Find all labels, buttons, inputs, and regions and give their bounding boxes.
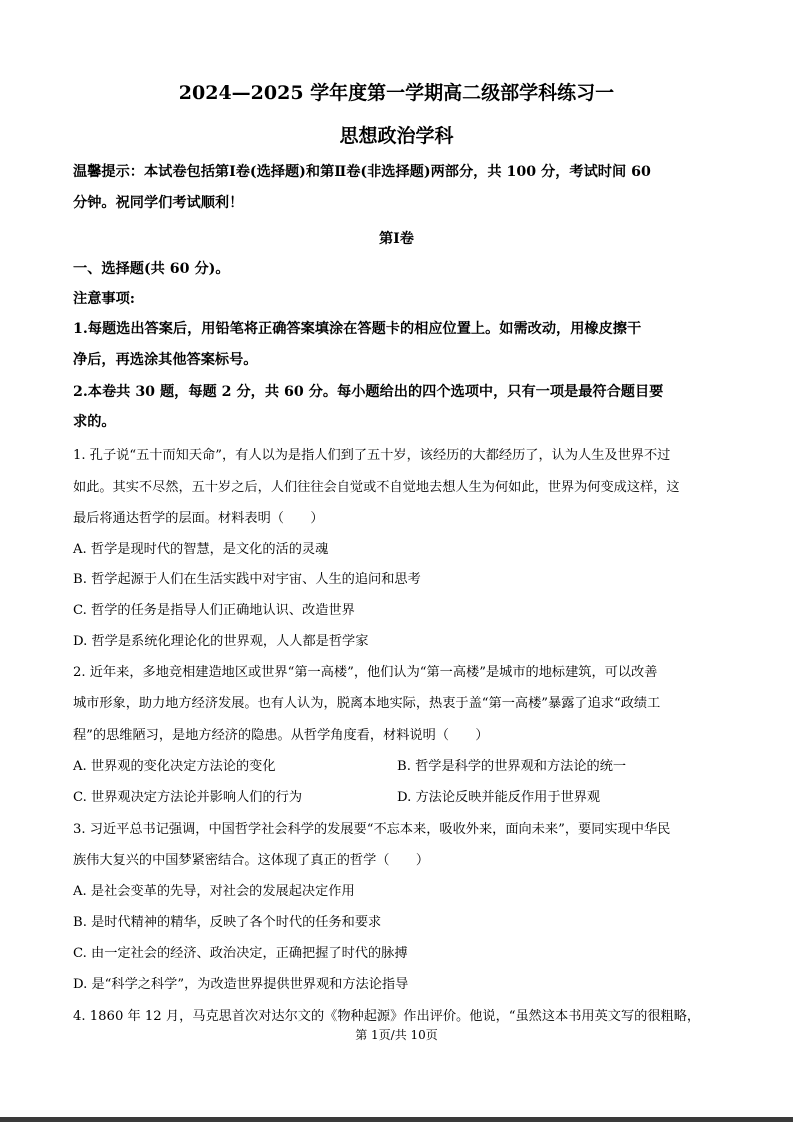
- q3-stem-line-2: 族伟大复兴的中国梦紧密结合。这体现了真正的哲学（ ）: [73, 853, 430, 868]
- bottom-edge-bar: [0, 1117, 793, 1122]
- notice-line-2: 分钟。祝同学们考试顺利！: [73, 195, 244, 211]
- page-number: 第 1页/共 10页: [355, 1028, 438, 1042]
- volume-heading: 第Ⅰ卷: [378, 231, 414, 247]
- exam-title: 2024—2025 学年度第一学期高二级部学科练习一: [178, 82, 615, 104]
- subject-title: 思想政治学科: [339, 125, 454, 147]
- note-2-line-2: 求的。: [73, 414, 116, 430]
- q2-option-d: D. 方法论反映并能反作用于世界观: [397, 790, 601, 805]
- note-1-line-1: 1.每题选出答案后，用铅笔将正确答案填涂在答题卡的相应位置上。如需改动，用橡皮擦干: [73, 321, 642, 337]
- q1-option-c: C. 哲学的任务是指导人们正确地认识、改造世界: [73, 603, 355, 618]
- q3-option-a: A. 是社会变革的先导，对社会的发展起决定作用: [73, 884, 355, 899]
- q2-option-a: A. 世界观的变化决定方法论的变化: [73, 759, 276, 774]
- note-2-line-1: 2.本卷共 30 题，每题 2 分，共 60 分。每小题给出的四个选项中，只有一项是最符合题目要: [73, 384, 664, 400]
- q1-option-d: D. 哲学是系统化理论化的世界观，人人都是哲学家: [73, 634, 369, 649]
- section-heading: 一、选择题(共 60 分)。: [73, 261, 230, 277]
- notes-label: 注意事项:: [73, 291, 135, 307]
- q1-option-a: A. 哲学是现时代的智慧，是文化的活的灵魂: [73, 542, 329, 557]
- q3-stem-line-1: 3. 习近平总书记强调，中国哲学社会科学的发展要“不忘本来，吸收外来，面向未来”，要同实现中华民: [73, 822, 671, 837]
- q3-option-b: B. 是时代精神的精华，反映了各个时代的任务和要求: [73, 915, 382, 930]
- q1-stem-line-3: 最后将通达哲学的层面。材料表明（ ）: [73, 511, 324, 526]
- q3-option-d: D. 是“科学之科学”，为改造世界提供世界观和方法论指导: [73, 977, 409, 992]
- q4-stem-line-1: 4. 1860 年 12 月，马克思首次对达尔文的《物种起源》作出评价。他说，“虽然这本书用英文写的很粗略，: [73, 1009, 701, 1024]
- q2-option-c: C. 世界观决定方法论并影响人们的行为: [73, 790, 303, 805]
- q1-stem-line-1: 1. 孔子说“五十而知天命”，有人以为是指人们到了五十岁，该经历的大都经历了，认为人生及世界不过: [73, 448, 671, 463]
- q2-stem-line-3: 程”的思维陋习，是地方经济的隐患。从哲学角度看，材料说明（ ）: [73, 728, 489, 743]
- q2-stem-line-2: 城市形象，助力地方经济发展。也有人认为，脱离本地实际，热衷于盖“第一高楼”暴露了追求“政绩工: [73, 696, 661, 711]
- q1-stem-line-2: 如此。其实不尽然，五十岁之后，人们往往会自觉或不自觉地去想人生为何如此，世界为何变成这样，这: [73, 480, 680, 495]
- q2-option-b: B. 哲学是科学的世界观和方法论的统一: [397, 759, 627, 774]
- note-1-line-2: 净后，再选涂其他答案标号。: [73, 352, 258, 368]
- q1-option-b: B. 哲学起源于人们在生活实践中对宇宙、人生的追问和思考: [73, 572, 421, 587]
- notice-line-1: 温馨提示：本试卷包括第Ⅰ卷(选择题)和第Ⅱ卷(非选择题)两部分，共 100 分，考试时间 60: [73, 164, 651, 180]
- q2-stem-line-1: 2. 近年来，多地竞相建造地区或世界“第一高楼”，他们认为“第一高楼”是城市的地标建筑，可以改善: [73, 665, 658, 680]
- q3-option-c: C. 由一定社会的经济、政治决定，正确把握了时代的脉搏: [73, 946, 408, 961]
